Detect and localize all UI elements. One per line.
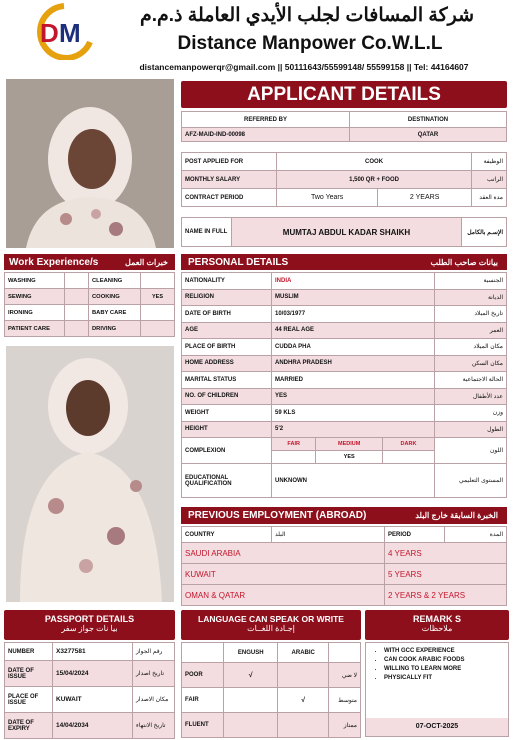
ref-code: AFZ-MAID-IND-00098 <box>182 128 350 142</box>
contact-line: distancemanpowerqr@gmail.com || 50111643/55599148/ 55599158 || Tel: 44164607 <box>139 62 469 72</box>
passport-label-ar: مكان الاصدار <box>133 687 175 713</box>
complexion-dark-mark <box>382 451 434 464</box>
employment-title: PREVIOUS EMPLOYMENT (ABROAD) <box>188 510 367 521</box>
company-name-en: Distance Manpower Co.W.L.L <box>177 33 443 54</box>
personal-label: HEIGHT <box>182 421 272 438</box>
personal-value: 10/03/1977 <box>272 306 435 323</box>
personal-value: MARRIED <box>272 372 435 389</box>
personal-value: 44 REAL AGE <box>272 322 435 339</box>
personal-label-ar: تاريخ الميلاد <box>435 306 507 323</box>
period-col-label: PERIOD <box>385 527 445 543</box>
personal-label-ar: الجنسية <box>435 273 507 290</box>
employment-period: 2 YEARS & 2 YEARS <box>385 585 507 606</box>
language-arabic-mark: √ <box>278 688 329 713</box>
remarks-title: REMARK S <box>412 614 461 624</box>
applicant-details-title: APPLICANT DETAILS <box>181 81 507 108</box>
destination-value: QATAR <box>350 128 507 142</box>
salary-label: MONTHLY SALARY <box>182 171 277 189</box>
passport-label: DATE OF ISSUE <box>5 661 53 687</box>
remarks-date: 07-OCT-2025 <box>366 718 508 736</box>
language-english-mark <box>224 713 278 738</box>
work-skill-value <box>65 321 89 337</box>
passport-label-ar: تاريخ الانتهاء <box>133 713 175 739</box>
logo-m: M <box>59 18 81 48</box>
remark-item: • WILLING TO LEARN MORE <box>384 665 508 674</box>
personal-value: 59 KLS <box>272 405 435 422</box>
passport-label-ar: تاريخ اصدار <box>133 661 175 687</box>
personal-details-header <box>181 254 507 270</box>
complexion-label: COMPLEXION <box>182 438 272 464</box>
personal-label-ar: عدد الأطفال <box>435 388 507 405</box>
personal-label: HOME ADDRESS <box>182 355 272 372</box>
work-skill-label: BABY CARE <box>89 305 141 321</box>
personal-label-ar: الحالة الاجتماعية <box>435 372 507 389</box>
work-skill-value <box>65 273 89 289</box>
complexion-option: DARK <box>382 438 434 451</box>
complexion-label-ar: اللون <box>435 438 507 464</box>
work-experience-title: Work Experience/s <box>9 256 99 268</box>
language-level-label-ar: متوسط <box>329 688 361 713</box>
language-blank <box>182 643 224 663</box>
personal-details-title: PERSONAL DETAILS <box>188 256 289 268</box>
personal-label: WEIGHT <box>182 405 272 422</box>
personal-label: NO. OF CHILDREN <box>182 388 272 405</box>
complexion-fair-mark <box>272 451 316 464</box>
personal-value: ANDHRA PRADESH <box>272 355 435 372</box>
personal-details-table <box>181 272 507 498</box>
work-skill-value <box>141 321 175 337</box>
employment-header <box>181 507 507 524</box>
education-label-ar: المستوى التعليمي <box>435 464 507 498</box>
personal-label: MARITAL STATUS <box>182 372 272 389</box>
passport-title-ar: بيا نات جواز سفر <box>61 624 118 633</box>
personal-value: MUSLIM <box>272 289 435 306</box>
destination-label: DESTINATION <box>350 112 507 128</box>
work-skill-label: WASHING <box>5 273 65 289</box>
personal-label: RELIGION <box>182 289 272 306</box>
remark-item: • PHYSICALLY FIT <box>384 674 508 683</box>
passport-value: X3277581 <box>53 643 133 661</box>
employment-title-ar: الخبرة السابقة خارج البلد <box>415 511 498 520</box>
passport-title: PASSPORT DETAILS <box>44 614 135 624</box>
contract-label-ar: مدة العقد <box>472 189 507 207</box>
work-skill-value <box>65 305 89 321</box>
personal-label-ar: مكان الميلاد <box>435 339 507 356</box>
education-value: UNKNOWN <box>272 464 435 498</box>
remarks-list <box>366 643 508 683</box>
passport-value: 14/04/2034 <box>53 713 133 739</box>
language-level-label: FLUENT <box>182 713 224 738</box>
post-table <box>181 152 507 207</box>
language-arabic-mark <box>278 713 329 738</box>
passport-table <box>4 642 175 739</box>
country-col-label-ar: البلد <box>272 527 385 543</box>
personal-value: CUDDA PHA <box>272 339 435 356</box>
applicant-photo-full <box>6 346 174 602</box>
remarks-box <box>365 642 509 737</box>
name-table <box>181 217 507 247</box>
name-value: MUMTAJ ABDUL KADAR SHAIKH <box>232 218 462 247</box>
personal-label: DATE OF BIRTH <box>182 306 272 323</box>
employment-country: OMAN & QATAR <box>182 585 385 606</box>
personal-label-ar: الطول <box>435 421 507 438</box>
work-skill-value: YES <box>141 289 175 305</box>
name-label-ar: الإسـم بالكامل <box>462 218 507 247</box>
employment-country: KUWAIT <box>182 564 385 585</box>
work-experience-title-ar: خبرات العمل <box>125 257 168 267</box>
passport-label-ar: رقم الجواز <box>133 643 175 661</box>
language-arabic-mark <box>278 663 329 688</box>
contract-value-number: 2 YEARS <box>378 189 472 207</box>
language-title-ar: إجـادة اللغــات <box>247 624 295 633</box>
post-label: POST APPLIED FOR <box>182 153 277 171</box>
personal-value: 5'2 <box>272 421 435 438</box>
language-title: LANGUAGE CAN SPEAK OR WRITE <box>198 614 344 624</box>
language-english-mark: √ <box>224 663 278 688</box>
language-header <box>181 610 361 640</box>
language-table <box>181 642 361 738</box>
passport-label: PLACE OF ISSUE <box>5 687 53 713</box>
company-logo <box>26 2 102 60</box>
name-label: NAME IN FULL <box>182 218 232 247</box>
remark-item: • CAN COOK ARABIC FOODS <box>384 656 508 665</box>
personal-label: NATIONALITY <box>182 273 272 290</box>
personal-label-ar: العمر <box>435 322 507 339</box>
passport-header <box>4 610 175 640</box>
complexion-option: FAIR <box>272 438 316 451</box>
post-label-ar: الوظيفة <box>472 153 507 171</box>
work-experience-table <box>4 272 175 337</box>
applicant-photo-portrait <box>6 79 174 248</box>
remarks-header <box>365 610 509 640</box>
passport-label: DATE OF EXPIRY <box>5 713 53 739</box>
work-experience-header <box>4 254 175 270</box>
work-skill-label: DRIVING <box>89 321 141 337</box>
passport-value: 15/04/2024 <box>53 661 133 687</box>
complexion-medium-mark: YES <box>316 451 383 464</box>
language-english-mark <box>224 688 278 713</box>
language-col-english: ENGUSH <box>224 643 278 663</box>
employment-period: 4 YEARS <box>385 543 507 564</box>
period-col-label-ar: المدة <box>445 527 507 543</box>
contract-label: CONTRACT PERIOD <box>182 189 277 207</box>
personal-value: INDIA <box>272 273 435 290</box>
salary-value: 1,500 QR + FOOD <box>277 171 472 189</box>
remarks-title-ar: ملاحظات <box>421 624 453 633</box>
employment-table <box>181 526 507 606</box>
applicant-details-table <box>181 111 507 142</box>
personal-label: PLACE OF BIRTH <box>182 339 272 356</box>
language-blank-ar <box>329 643 361 663</box>
country-col-label: COUNTRY <box>182 527 272 543</box>
salary-label-ar: الراتب <box>472 171 507 189</box>
referred-by-label: REFERRED BY <box>182 112 350 128</box>
employment-country: SAUDI ARABIA <box>182 543 385 564</box>
personal-value: YES <box>272 388 435 405</box>
language-level-label: FAIR <box>182 688 224 713</box>
passport-value: KUWAIT <box>53 687 133 713</box>
work-skill-label: IRONING <box>5 305 65 321</box>
work-skill-label: SEWING <box>5 289 65 305</box>
work-skill-label: CLEANING <box>89 273 141 289</box>
logo-d: D <box>40 18 59 48</box>
employment-period: 5 YEARS <box>385 564 507 585</box>
language-level-label-ar: ممتاز <box>329 713 361 738</box>
language-level-label-ar: لا ضي <box>329 663 361 688</box>
work-skill-value <box>65 289 89 305</box>
education-label: EDUCATIONAL QUALIFICATION <box>182 464 272 498</box>
personal-label-ar: مكان السكن <box>435 355 507 372</box>
personal-label-ar: وزن <box>435 405 507 422</box>
language-level-label: POOR <box>182 663 224 688</box>
work-skill-label: COOKING <box>89 289 141 305</box>
remark-item: • WITH GCC EXPERIENCE <box>384 647 508 656</box>
passport-label: NUMBER <box>5 643 53 661</box>
work-skill-value <box>141 273 175 289</box>
work-skill-value <box>141 305 175 321</box>
company-name-ar: شركة المسافات لجلب الأيدي العاملة ذ.م.م <box>139 5 475 26</box>
language-col-arabic: ARABIC <box>278 643 329 663</box>
post-value: COOK <box>277 153 472 171</box>
complexion-option: MEDIUM <box>316 438 383 451</box>
personal-label: AGE <box>182 322 272 339</box>
work-skill-label: PATIENT CARE <box>5 321 65 337</box>
personal-details-title-ar: بيانات صاحب الطلب <box>430 257 498 267</box>
contract-value-words: Two Years <box>277 189 378 207</box>
personal-label-ar: الديانة <box>435 289 507 306</box>
